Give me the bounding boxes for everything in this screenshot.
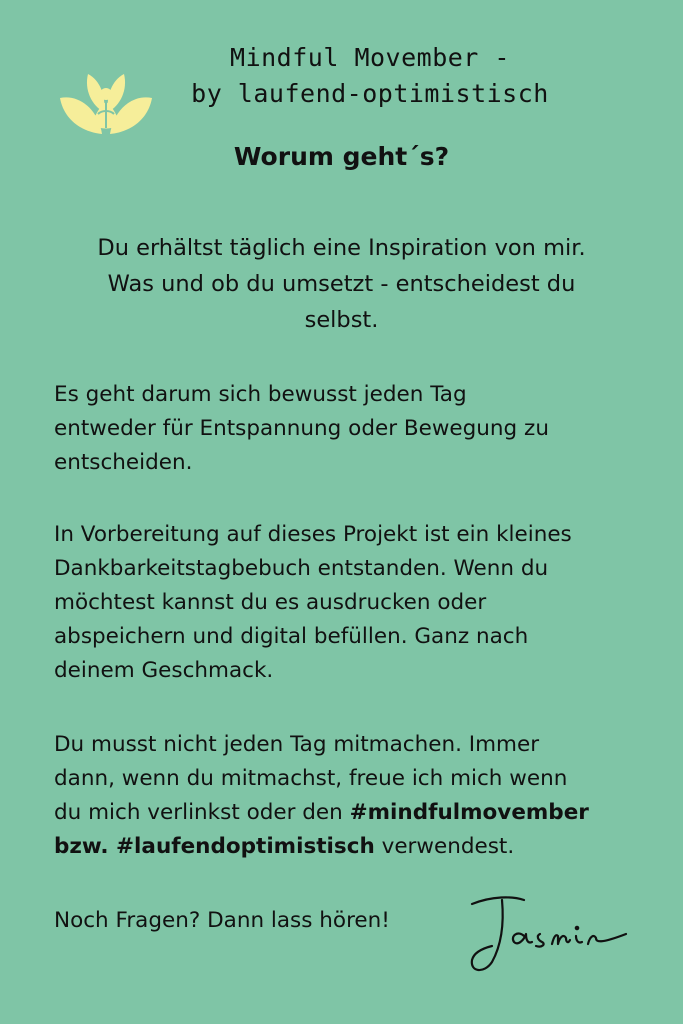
text-line: In Vorbereitung auf dieses Projekt ist ein kleines [54, 522, 572, 547]
signature-jasmin [462, 882, 632, 982]
section-heading: Worum geht´s? [233, 142, 450, 171]
text-line: abspeichern und digital befüllen. Ganz nach [54, 624, 529, 649]
text-line: Es geht darum sich bewusst jeden Tag [54, 382, 467, 407]
text-line: Du erhältst täglich eine Inspiration von mir. [97, 235, 586, 261]
text-line [54, 830, 654, 864]
hashtag-mindfulmovember: #mindfulmovember [349, 800, 589, 825]
text-segment-bold: bzw. [54, 834, 117, 859]
text-line: dann, wenn du mitmachst, freue ich mich wenn [54, 766, 568, 791]
text-line: Du musst nicht jeden Tag mitmachen. Immer [54, 732, 540, 757]
paragraph-journal [54, 518, 654, 688]
text-segment: du mich verlinkst oder den [54, 800, 350, 825]
closing-line: Noch Fragen? Dann lass hören! [54, 908, 390, 933]
title-line: Mindful Movember - [230, 43, 510, 72]
paragraph-participation [54, 728, 654, 864]
text-line: deinem Geschmack. [54, 658, 274, 683]
text-segment: verwendest. [374, 834, 515, 859]
text-line: Dankbarkeitstagbebuch entstanden. Wenn du [54, 556, 549, 581]
text-line: möchtest kannst du es ausdrucken oder [54, 590, 487, 615]
text-line: entscheiden. [54, 450, 193, 475]
title-line: by laufend-optimistisch [191, 79, 549, 108]
hashtag-laufendoptimistisch: #laufendoptimistisch [116, 834, 375, 859]
text-line: selbst. [304, 307, 379, 333]
page-title [150, 40, 590, 112]
intro-paragraph [40, 230, 643, 338]
text-line [54, 796, 654, 830]
paragraph-purpose [54, 378, 654, 480]
lotus-logo-icon [58, 68, 154, 138]
text-line: Was und ob du umsetzt - entscheidest du [107, 271, 576, 297]
text-line: entweder für Entspannung oder Bewegung zu [54, 416, 549, 441]
